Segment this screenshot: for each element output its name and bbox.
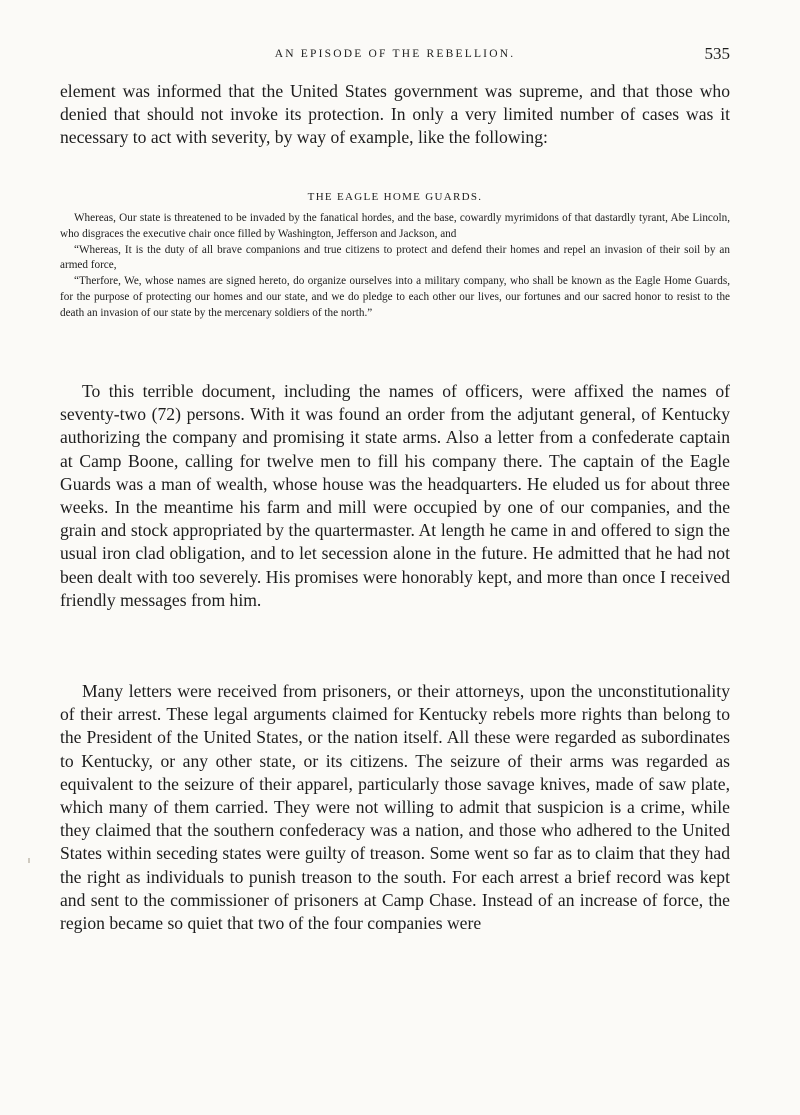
page-number: 535 — [704, 44, 730, 63]
margin-speck — [28, 858, 30, 863]
body-paragraph-document-signers: To this terrible document, including the names of officers, were affixed the names of seventy-two (72) persons. With it was found an order from the adjutant general, of Kentucky authorizing the company and promising it state arms. Also a letter from a confederate captain at Camp Boone, calling for twelve men to fill his company there. The captain of the Eagle Guards was a man of wealth, whose house was the headquarters. He eluded us for about three weeks. In the meantime his farm and mill were occupied by one of our companies, and the grain and stock appropriated by the quartermaster. At length he came in and offered to sign the usual iron clad obligation, and to let secession alone in the future. He admitted that he had not been dealt with too severely. His promises were honorably kept, and more than once I received friendly messages from him. — [60, 381, 730, 610]
quoted-document — [60, 211, 730, 322]
page-header — [60, 44, 730, 68]
document-paragraph-whereas-1: Whereas, Our state is threatened to be invaded by the fanatical hordes, and the base, cowardly myrimidons of that dastardly tyrant, Abe Lincoln, who disgraces the executive chair once filled by Washington, Jefferson and Jackson, and — [60, 212, 730, 240]
body-paragraph-letters-from-prisoners: Many letters were received from prisoners, or their attorneys, upon the unconstitutionality of their arrest. These legal arguments claimed for Kentucky rebels more rights than belong to the President of the United States, or the nation itself. All these were regarded as subordinates to Kentucky, or any other state, or its citizens. The seizure of their arms was regarded as equivalent to the seizure of their apparel, particularly those savage knives, made of saw plate, which many of them carried. They were not willing to admit that suspicion is a crime, while they claimed that the southern confederacy was a nation, and those who adhered to the United States within seceding states were guilty of treason. Some went so far as to claim that they had the right as individuals to punish treason to the south. For each arrest a brief record was kept and sent to the commissioner of prisoners at Camp Chase. Instead of an increase of force, the region became so quiet that two of the four companies were — [60, 681, 730, 934]
document-paragraph-whereas-2: “Whereas, It is the duty of all brave companions and true citizens to protect and defend their homes and repel an invasion of their soil by an armed force, — [60, 243, 730, 272]
body-paragraph-intro: element was informed that the United States government was supreme, and that those who denied that should not invoke its protection. In only a very limited number of cases was it necessary to act with severity, by way of example, like the following: — [60, 81, 730, 148]
document-title: THE EAGLE HOME GUARDS. — [307, 191, 483, 203]
running-head: AN EPISODE OF THE REBELLION. — [274, 48, 516, 60]
document-paragraph-therefore: “Therfore, We, whose names are signed hereto, do organize ourselves into a military company, who shall be known as the Eagle Home Guards, for the purpose of protecting our homes and our state, and we do pledge to each other our lives, our fortunes and our sacred honor to resist to the death an invasion of our state by the mercenary soldiers of the north.” — [60, 275, 730, 319]
